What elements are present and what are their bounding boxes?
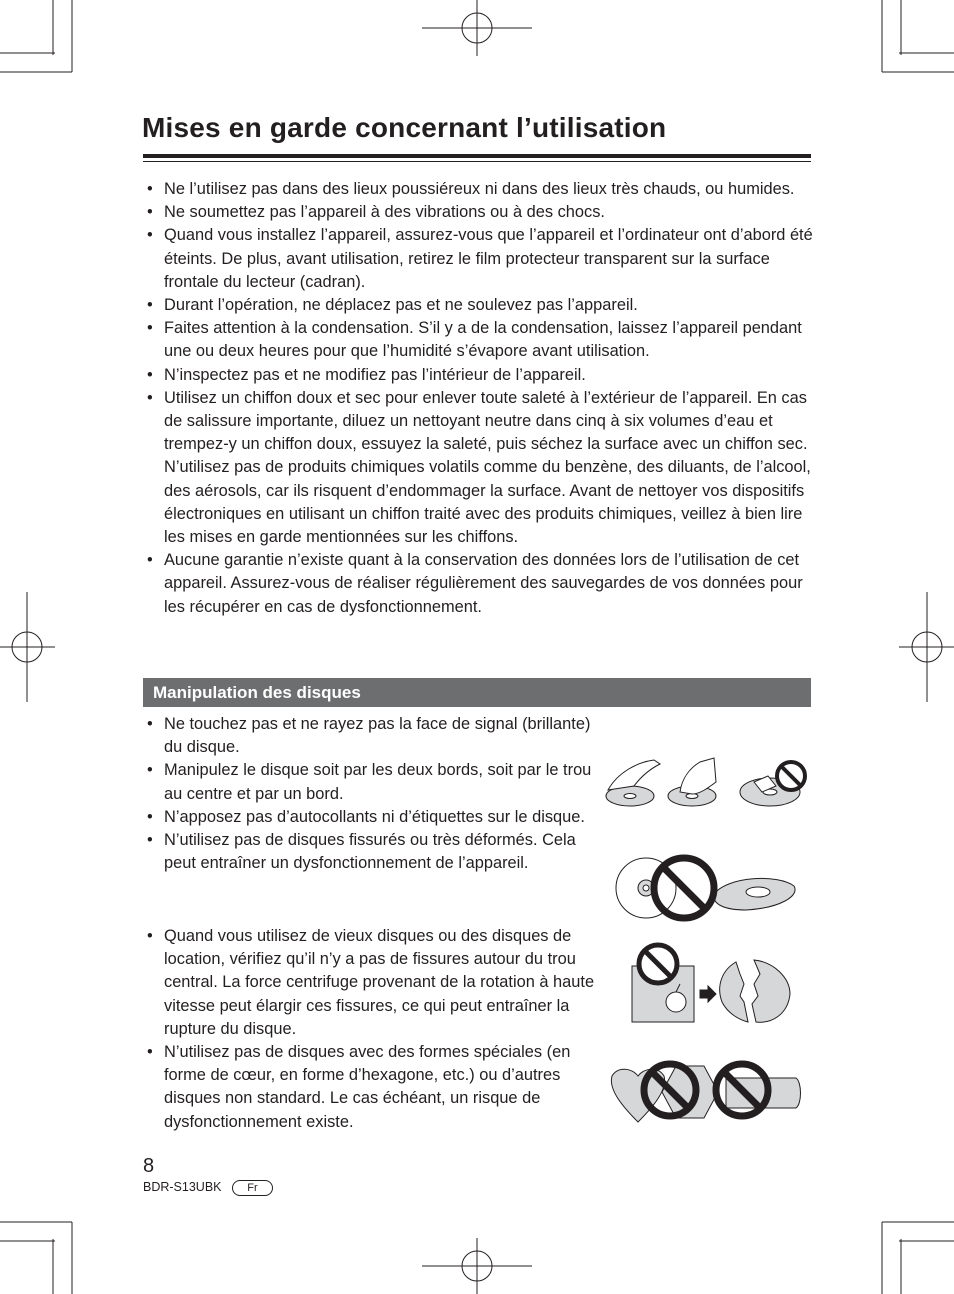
- list-item: • Durant l’opération, ne déplacez pas et ne soulevez pas l’appareil.: [143, 294, 815, 317]
- list-item: • Ne soumettez pas l’appareil à des vibrations ou à des chocs.: [143, 201, 815, 224]
- bullet-icon: •: [147, 365, 153, 384]
- bullet-icon: •: [147, 807, 153, 826]
- disc-handling-list: [143, 713, 605, 875]
- disc-warning-list: [143, 925, 605, 1134]
- bullet-icon: •: [147, 831, 153, 850]
- model-label: BDR-S13UBK: [143, 1180, 222, 1194]
- page-number: 8: [143, 1155, 155, 1177]
- disc-handling-illustration: [604, 752, 810, 810]
- warped-disc-illustration: [612, 852, 800, 924]
- list-item: • Ne touchez pas et ne rayez pas la face de signal (brillante) du disque.: [147, 715, 591, 757]
- list-item: • N’inspectez pas et ne modifiez pas l’intérieur de l’appareil.: [143, 364, 815, 387]
- list-item: • Aucune garantie n’existe quant à la conservation des données lors de l’utilisation de cet appareil. Assurez-vous de réaliser régulièrement des sauvegardes de vos données pour les récupérer en cas de dysfonctionnement.: [147, 551, 803, 616]
- precautions-list: [143, 178, 815, 619]
- bullet-icon: •: [147, 715, 153, 733]
- list-item: • Quand vous installez l’appareil, assurez-vous que l’appareil et l’ordinateur ont d’abord été éteints. De plus, avant utilisation, retirez le film protecteur transparent sur la surface frontale du lecteur (cadran).: [147, 226, 813, 291]
- bullet-icon: •: [147, 388, 153, 407]
- page-title: Mises en garde concernant l’utilisation: [142, 112, 667, 143]
- list-item: • Faites attention à la condensation. S’il y a de la condensation, laissez l’appareil pendant une ou deux heures pour que l’humidité s’évapore avant utilisation.: [147, 319, 802, 361]
- section-heading: Manipulation des disques: [143, 678, 811, 707]
- bullet-icon: •: [147, 1043, 153, 1062]
- title-rule-thin: [143, 161, 811, 162]
- special-shape-disc-illustration: [608, 1052, 806, 1124]
- list-item: • Quand vous utilisez de vieux disques ou des disques de location, vérifiez qu’il n’y a pas de fissures autour du trou central. La force centrifuge provenant de la rotation à haute vitesse peut élargir ces fissures, ce qui peut entraîner la rupture du disque.: [147, 927, 595, 1038]
- bullet-icon: •: [147, 319, 153, 338]
- bullet-icon: •: [147, 226, 153, 245]
- bullet-icon: •: [147, 551, 153, 570]
- cracked-disc-illustration: [628, 940, 796, 1026]
- bullet-icon: •: [147, 180, 153, 198]
- bullet-icon: •: [147, 927, 153, 945]
- list-item: • Utilisez un chiffon doux et sec pour enlever toute saleté à l’extérieur de l’appareil. En cas de salissure importante, diluez un nettoyant neutre dans cinq à six volumes d’eau et trempez-y un chiffon doux, essuyez la saleté, puis séchez la surface avec un chiffon sec. N’utilisez pas de produits chimiques volatils comme du benzène, des diluants, de l’alcool, des aérosols, car ils risquent d’endommager la surface. Avant de nettoyer vos dispositifs électroniques en utilisant un chiffon traité avec des produits chimiques, veillez à bien lire les mises en garde mentionnées sur les chiffons.: [147, 388, 811, 547]
- bullet-icon: •: [147, 203, 153, 222]
- language-badge: Fr: [232, 1180, 273, 1196]
- bullet-icon: •: [147, 296, 153, 315]
- title-rule-thick: [143, 154, 811, 158]
- list-item: • Manipulez le disque soit par les deux bords, soit par le trou au centre et par un bord.: [147, 761, 592, 803]
- list-item: • N’utilisez pas de disques avec des formes spéciales (en forme de cœur, en forme d’hexagone, etc.) ou d’autres disques non standard. Le cas échéant, un risque de dysfonctionnement existe.: [147, 1043, 571, 1131]
- list-item: • Ne l’utilisez pas dans des lieux poussiéreux ni dans des lieux très chauds, ou humides.: [143, 178, 815, 201]
- bullet-icon: •: [147, 761, 153, 780]
- list-item: • N’apposez pas d’autocollants ni d’étiquettes sur le disque.: [143, 806, 605, 829]
- list-item: • N’utilisez pas de disques fissurés ou très déformés. Cela peut entraîner un dysfonctionnement de l’appareil.: [147, 831, 576, 873]
